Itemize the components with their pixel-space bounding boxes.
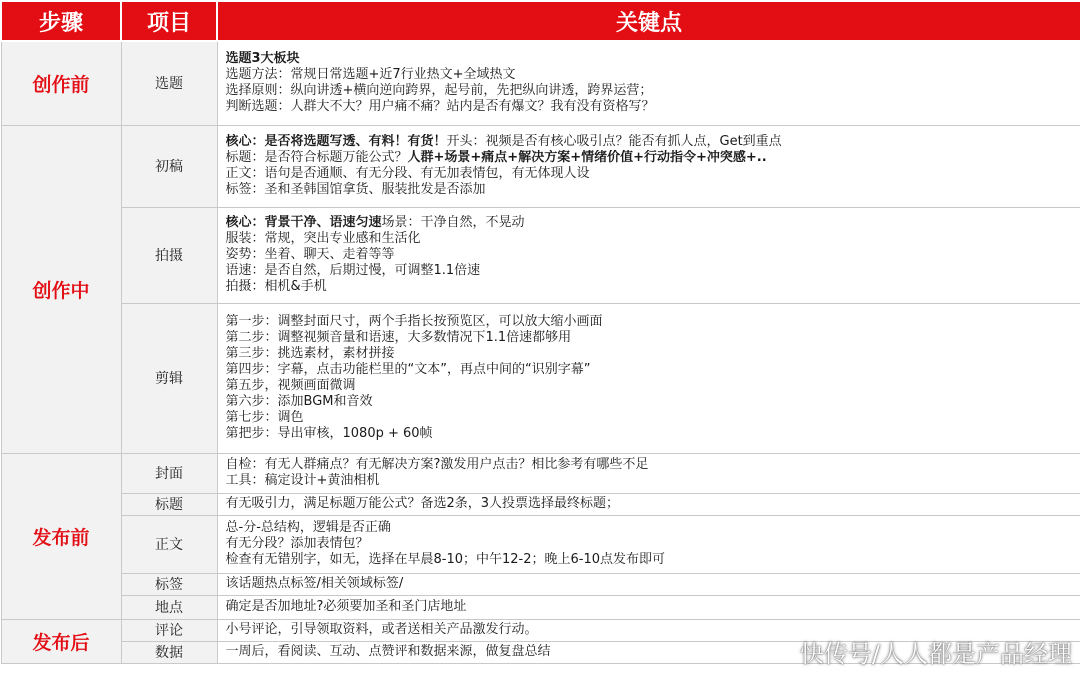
draft-title-pre: 标题：是否符合标题万能公式？ <box>225 150 408 165</box>
keypoints-title <box>217 493 1080 515</box>
edit-step: 第把步：导出审核，1080p + 60帧 <box>225 426 433 441</box>
shoot-core-rest: 场景：干净自然，不晃动 <box>381 215 525 230</box>
table-row <box>1 573 1080 595</box>
location-line: 确定是否加地址?必须要加圣和圣门店地址 <box>225 599 467 614</box>
edit-step: 第六步：添加BGM和音效 <box>225 394 373 409</box>
data-line: 一周后，看阅读、互动、点赞评和数据来源，做复盘总结 <box>225 644 551 659</box>
shoot-line: 姿势：坐着、聊天、走着等等 <box>225 247 395 262</box>
stage-before-creation: 创作前 <box>1 41 121 125</box>
keypoints-shoot <box>217 207 1080 303</box>
table-row <box>1 515 1080 573</box>
table-row <box>1 303 1080 453</box>
item-cover: 封面 <box>121 453 217 493</box>
item-tags: 标签 <box>121 573 217 595</box>
draft-core-rest: 开头：视频是否有核心吸引点？能否有抓人点，Get到重点 <box>446 134 782 149</box>
source-watermark: 快传号/人人都是产品经理 <box>799 640 1072 668</box>
item-comment: 评论 <box>121 619 217 641</box>
draft-line <box>226 134 1073 150</box>
topic-title: 选题3大板块 <box>225 51 300 67</box>
body-line: 总-分-总结构，逻辑是否正确 <box>225 520 391 535</box>
keypoints-edit <box>217 303 1080 453</box>
table-row <box>1 493 1080 515</box>
edit-step: 第五步，视频画面微调 <box>225 378 356 393</box>
edit-step: 第四步：字幕，点击功能栏里的“文本”，再点中间的“识别字幕” <box>225 362 591 377</box>
topic-line: 选择原则：纵向讲透+横向逆向跨界，起号前，先把纵向讲透，跨界运营； <box>225 83 653 99</box>
item-draft: 初稿 <box>121 125 217 207</box>
keypoints-topic <box>217 41 1080 125</box>
shoot-core-label: 核心：背景干净、语速匀速 <box>225 215 382 230</box>
keypoints-location <box>217 595 1080 619</box>
shoot-line: 服装：常规，突出专业感和生活化 <box>225 231 421 246</box>
item-location: 地点 <box>121 595 217 619</box>
table-row <box>1 125 1080 207</box>
keypoints-tags <box>217 573 1080 595</box>
header-item: 项目 <box>121 1 217 41</box>
header-row <box>1 1 1080 41</box>
item-topic: 选题 <box>121 41 217 125</box>
item-data: 数据 <box>121 641 217 663</box>
keypoints-draft <box>217 125 1080 207</box>
cover-line: 工具：稿定设计+黄油相机 <box>225 473 380 488</box>
item-body: 正文 <box>121 515 217 573</box>
topic-line: 判断选题：人群大不大？用户痛不痛？站内是否有爆文？我有没有资格写？ <box>225 99 655 115</box>
shoot-line: 语速：是否自然，后期过慢，可调整1.1倍速 <box>225 263 481 278</box>
item-shoot: 拍摄 <box>121 207 217 303</box>
edit-step: 第一步：调整封面尺寸，两个手指长按预览区，可以放大缩小画面 <box>225 314 603 329</box>
edit-step: 第三步：挑选素材，素材拼接 <box>225 346 395 361</box>
draft-line: 正文：语句是否通顺、有无分段、有无加表情包，有无体现人设 <box>225 166 590 181</box>
header-keypoints: 关键点 <box>217 1 1080 41</box>
body-line: 有无分段？添加表情包？ <box>225 536 369 551</box>
header-step: 步骤 <box>1 1 121 41</box>
table-row <box>1 595 1080 619</box>
table-row <box>1 453 1080 493</box>
draft-line: 标签：圣和圣韩国馆拿货、服装批发是否添加 <box>225 182 486 197</box>
cover-line: 自检：有无人群痛点？有无解决方案?激发用户点击？相比参考有哪些不足 <box>225 457 649 472</box>
stage-during-creation: 创作中 <box>1 125 121 453</box>
shoot-line <box>226 215 1073 231</box>
comment-line: 小号评论，引导领取资料，或者送相关产品激发行动。 <box>225 622 538 637</box>
edit-step: 第二步：调整视频音量和语速，大多数情况下1.1倍速都够用 <box>225 330 572 345</box>
topic-line: 选题方法：常规日常选题+近7行业热文+全域热文 <box>225 67 516 83</box>
item-edit: 剪辑 <box>121 303 217 453</box>
shoot-line: 拍摄：相机&手机 <box>225 279 327 294</box>
stage-before-publish: 发布前 <box>1 453 121 619</box>
table-row <box>1 41 1080 125</box>
stage-after-publish: 发布后 <box>1 619 121 663</box>
keypoints-body <box>217 515 1080 573</box>
draft-title-formula: 人群+场景+痛点+解决方案+情绪价值+行动指令+冲突感+.. <box>407 150 767 165</box>
keypoints-cover <box>217 453 1080 493</box>
item-title: 标题 <box>121 493 217 515</box>
edit-step: 第七步：调色 <box>225 410 304 425</box>
tags-line: 该话题热点标签/相关领域标签/ <box>225 576 404 591</box>
table-row <box>1 207 1080 303</box>
body-line: 检查有无错别字，如无，选择在早晨8-10；中午12-2；晚上6-10点发布即可 <box>225 552 666 567</box>
draft-line <box>226 150 1073 166</box>
draft-core-label: 核心：是否将选题写透、有料！有货！ <box>225 134 447 149</box>
title-line: 有无吸引力，满足标题万能公式？备选2条，3人投票选择最终标题； <box>225 496 620 511</box>
